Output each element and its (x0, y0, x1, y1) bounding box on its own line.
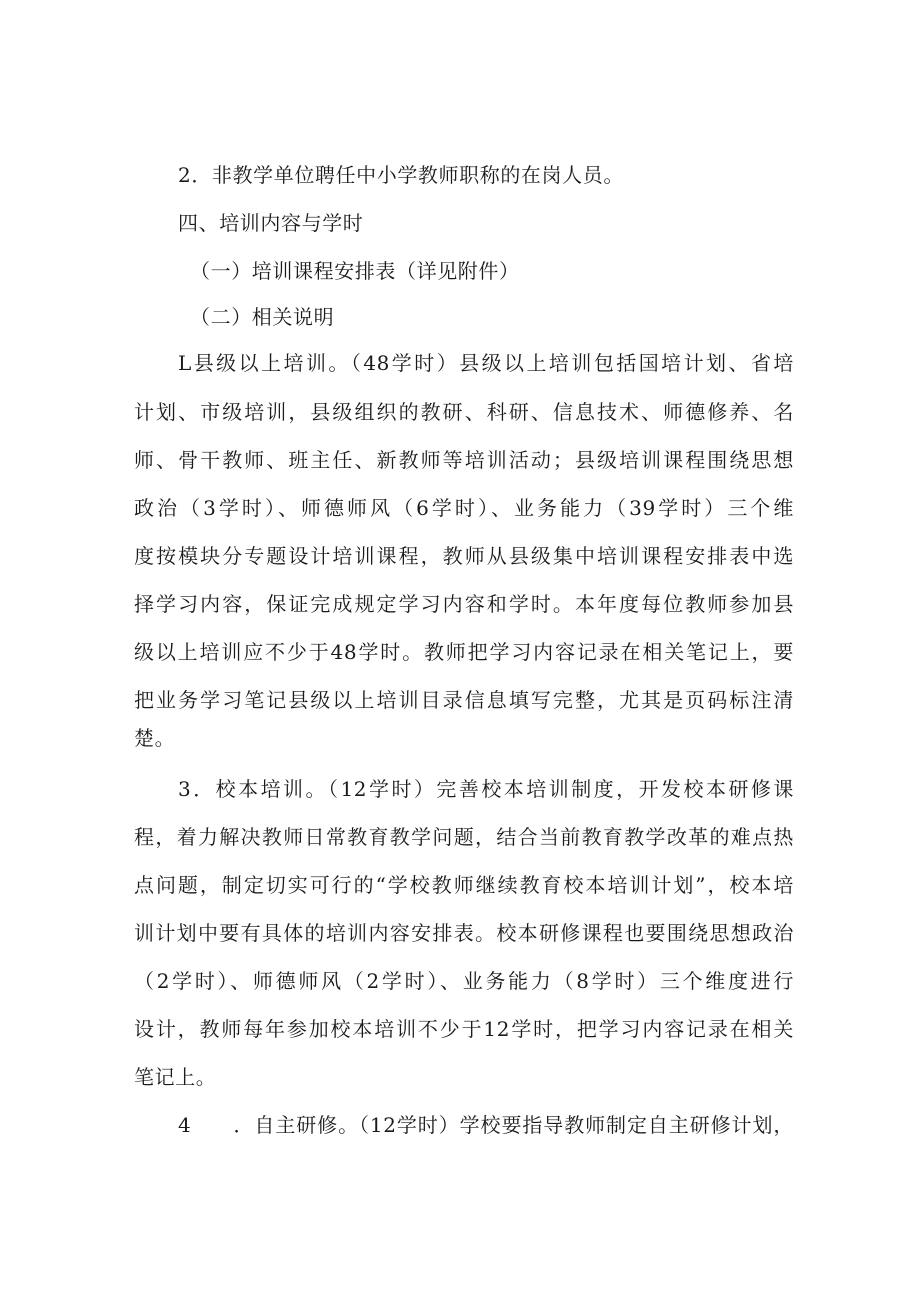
paragraph-2-line-2: 程，着力解决教师日常教育教学问题，结合当前教育教学改革的难点热 (134, 825, 794, 849)
paragraph-2-line-6: 设计，教师每年参加校本培训不少于12学时，把学习内容记录在相关 (134, 1017, 794, 1041)
paragraph-2-line-1: 3．校本培训。（12学时）完善校本培训制度，开发校本研修课 (178, 777, 794, 801)
paragraph-1-line-5: 度按模块分专题设计培训课程，教师从县级集中培训课程安排表中选 (134, 544, 794, 568)
text-line-1: 2．非教学单位聘任中小学教师职称的在岗人员。 (178, 163, 624, 187)
paragraph-1-line-7: 级以上培训应不少于48学时。教师把学习内容记录在相关笔记上，要 (134, 640, 794, 664)
paragraph-2-line-3: 点问题，制定切实可行的“学校教师继续教育校本培训计划”，校本培 (134, 873, 794, 897)
paragraph-2-line-4: 训计划中要有具体的培训内容安排表。校本研修课程也要围绕思想政治 (134, 921, 794, 945)
paragraph-1-line-6: 择学习内容，保证完成规定学习内容和学时。本年度每位教师参加县 (134, 592, 794, 616)
paragraph-1-line-1: L县级以上培训。（48学时）县级以上培训包括国培计划、省培 (178, 351, 794, 375)
paragraph-3-line-1: 4 ．自主研修。（12学时）学校要指导教师制定自主研修计划， (178, 1113, 794, 1137)
paragraph-1-line-2: 计划、市级培训，县级组织的教研、科研、信息技术、师德修养、名 (134, 400, 794, 424)
paragraph-2-line-7: 笔记上。 (134, 1065, 217, 1089)
paragraph-1-line-4: 政治（3学时）、师德师风（6学时）、业务能力（39学时）三个维 (134, 496, 794, 520)
section-heading-4: 四、培训内容与学时 (178, 211, 364, 235)
paragraph-1-line-3: 师、骨干教师、班主任、新教师等培训活动；县级培训课程围绕思想 (134, 448, 794, 472)
subheading-2: （二）相关说明 (190, 305, 335, 329)
paragraph-1-line-8: 把业务学习笔记县级以上培训目录信息填写完整，尤其是页码标注清 (134, 688, 794, 712)
paragraph-2-line-5: （2学时）、师德师风（2学时）、业务能力（8学时）三个维度进行 (134, 969, 794, 993)
subheading-1: （一）培训课程安排表（详见附件） (190, 259, 520, 283)
paragraph-1-line-9: 楚。 (134, 726, 176, 750)
